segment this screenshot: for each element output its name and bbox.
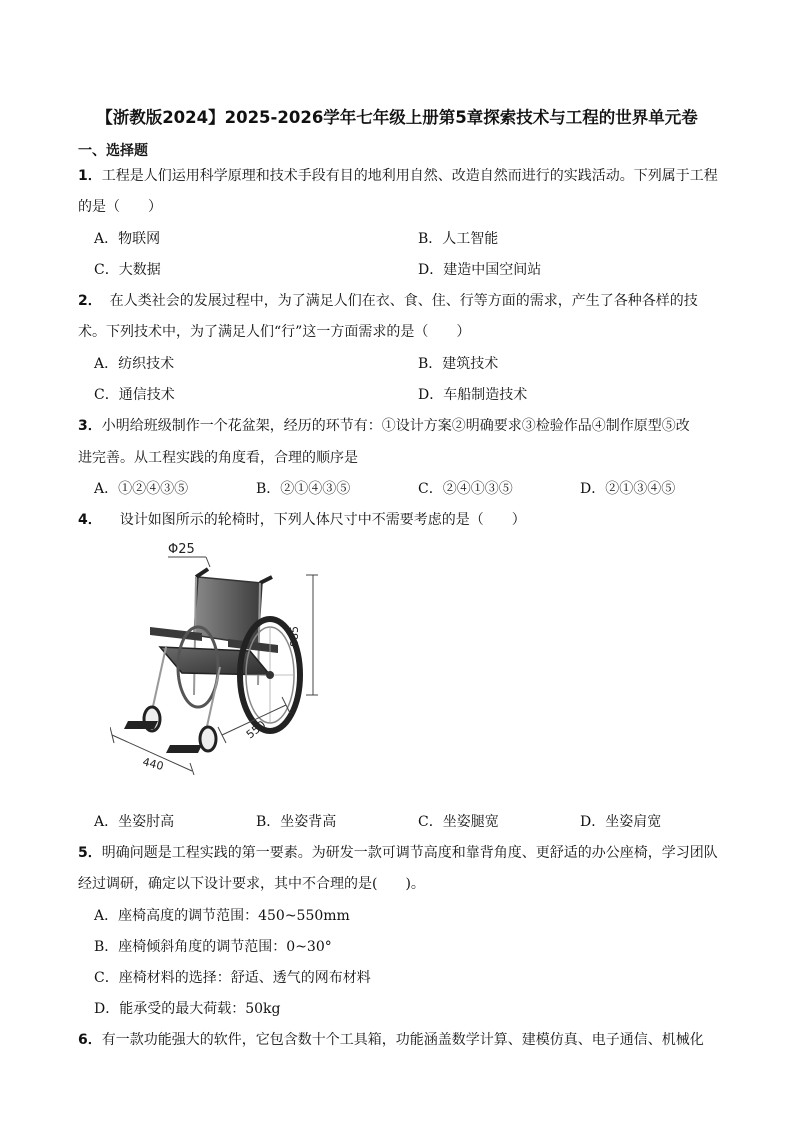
question-number: 5． [78,845,102,861]
option-b[interactable]: B．②①④③⑤ [256,481,351,497]
option-c[interactable]: C．②④①③⑤ [418,481,513,497]
question-2-line-2: 术。下列技术中，为了满足人们“行”这一方面需求的是（ ） [78,324,471,340]
question-6-line-1 [78,1029,704,1049]
height-label: 885 [288,626,301,647]
width-label: 440 [141,755,165,773]
question-1-line-2: 的是（ ） [78,199,162,215]
question-text: 小明给班级制作一个花盆架，经历的环节有：①设计方案②明确要求③检验作品④制作原型⑤改 [101,418,690,434]
question-text: 工程是人们运用科学原理和技术手段有目的地利用自然、改造自然而进行的实践活动。下列属于工程 [101,168,718,184]
question-5-line-2: 经过调研，确定以下设计要求，其中不合理的是( )。 [78,876,425,892]
option-d[interactable]: D．车船制造技术 [418,387,528,403]
option-b[interactable]: B．人工智能 [418,231,499,247]
question-number: 3． [78,418,102,434]
question-2-line-1 [78,290,698,310]
option-a[interactable]: A．物联网 [94,231,161,247]
option-d[interactable]: D．②①③④⑤ [580,481,676,497]
option-d[interactable]: D．建造中国空间站 [418,262,542,278]
question-4-line-1 [78,509,526,529]
option-d[interactable]: D．坐姿肩宽 [580,814,662,830]
option-c[interactable]: C．坐姿腿宽 [418,814,499,830]
question-1-line-1 [78,165,718,185]
question-3-line-1 [78,415,690,435]
option-a[interactable]: A．①②④③⑤ [94,481,189,497]
depth-label: 550 [243,718,269,742]
question-text: 设计如图所示的轮椅时，下列人体尺寸中不需要考虑的是（ ） [119,512,526,528]
option-b[interactable]: B．建筑技术 [418,356,499,372]
option-a[interactable]: A．纺织技术 [94,356,175,372]
question-3-line-2: 进完善。从工程实践的角度看，合理的顺序是 [78,450,358,466]
option-a[interactable]: A．座椅高度的调节范围：450~550mm [94,908,350,924]
question-5-line-1 [78,842,718,862]
question-text: 明确问题是工程实践的第一要素。为研发一款可调节高度和靠背角度、更舒适的办公座椅，学习团队 [101,845,718,861]
option-d[interactable]: D．能承受的最大荷载：50kg [94,1001,281,1017]
question-number: 2． [78,293,102,309]
question-number: 4． [78,512,102,528]
diameter-label: Φ25 [168,542,195,557]
section-heading: 一、选择题 [78,143,148,159]
option-b[interactable]: B．坐姿背高 [256,814,337,830]
option-c[interactable]: C．通信技术 [94,387,175,403]
question-text: 有一款功能强大的软件，它包含数十个工具箱，功能涵盖数学计算、建模仿真、电子通信、机械化 [101,1032,704,1048]
wheelchair-figure [110,535,410,775]
option-c[interactable]: C．座椅材料的选择：舒适、透气的网布材料 [94,970,371,986]
exam-title: 【浙教版2024】2025-2026学年七年级上册第5章探索技术与工程的世界单元卷 [96,108,698,127]
question-number: 6． [78,1032,102,1048]
question-text: 在人类社会的发展过程中，为了满足人们在衣、食、住、行等方面的需求，产生了各种各样的技 [109,293,698,309]
option-c[interactable]: C．大数据 [94,262,161,278]
question-number: 1． [78,168,102,184]
option-a[interactable]: A．坐姿肘高 [94,814,175,830]
option-b[interactable]: B．座椅倾斜角度的调节范围：0~30° [94,939,332,955]
